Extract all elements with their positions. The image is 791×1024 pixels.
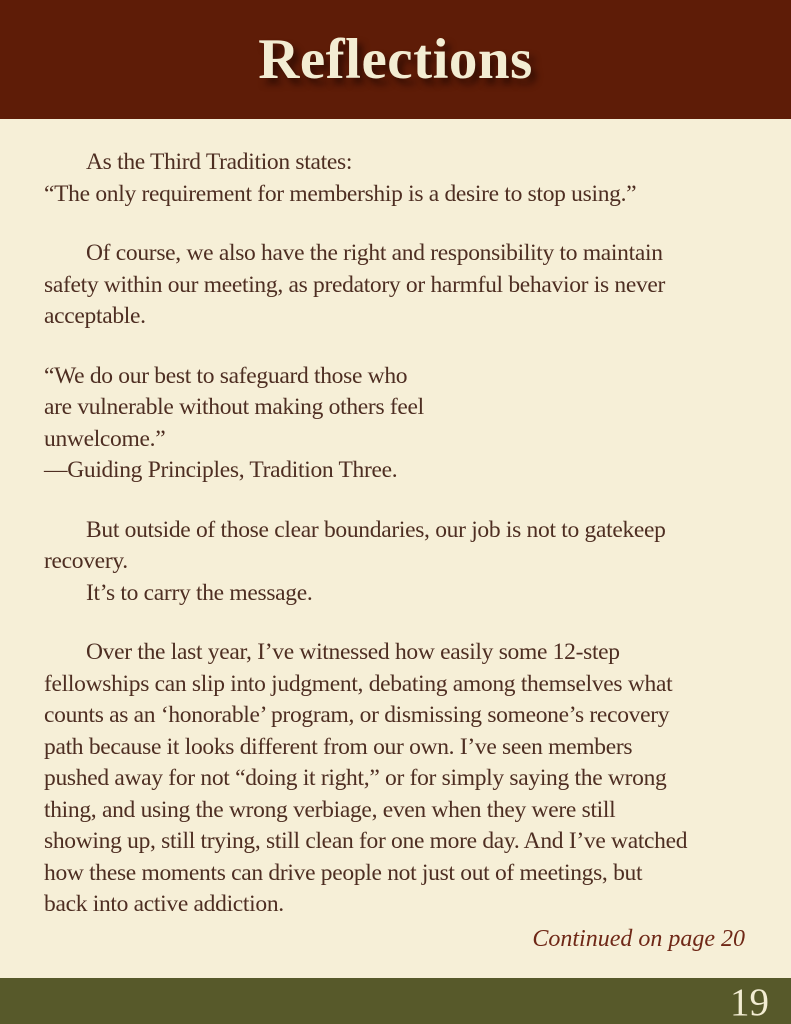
text-line: It’s to carry the message. bbox=[86, 579, 313, 606]
text-line: “The only requirement for membership is a desire to stop using.” bbox=[44, 180, 637, 207]
text-line: Of course, we also have the right and responsibility to maintain bbox=[86, 240, 663, 266]
paragraph bbox=[44, 238, 747, 333]
continued-note: Continued on page 20 bbox=[532, 925, 745, 952]
page-number: 19 bbox=[730, 980, 769, 1024]
text-line: acceptable. bbox=[44, 303, 146, 329]
text-line: safety within our meeting, as predatory or harmful behavior is never bbox=[44, 271, 666, 298]
text-line: showing up, still trying, still clean for one more day. And I’ve watched bbox=[44, 828, 688, 854]
text-line: back into active addiction. bbox=[44, 891, 284, 917]
article-body bbox=[0, 119, 791, 955]
text-line: —Guiding Principles, Tradition Three. bbox=[44, 457, 398, 483]
text-line: pushed away for not “doing it right,” or for simply saying the wrong bbox=[44, 765, 667, 791]
text-line: recovery. bbox=[44, 548, 128, 574]
text-line: unwelcome.” bbox=[44, 425, 166, 452]
text-line: thing, and using the wrong verbiage, even when they were still bbox=[44, 796, 616, 823]
text-line: are vulnerable without making others feel bbox=[44, 394, 424, 420]
paragraph bbox=[44, 637, 747, 921]
text-line: But outside of those clear boundaries, our job is not to gatekeep bbox=[86, 516, 666, 543]
text-line: As the Third Tradition states: bbox=[86, 149, 353, 175]
text-line: “We do our best to safeguard those who bbox=[44, 362, 408, 389]
text-line: path because it looks different from our own. I’ve seen members bbox=[44, 733, 633, 760]
paragraph bbox=[44, 147, 747, 210]
page-footer bbox=[0, 978, 791, 1024]
article-paragraphs bbox=[44, 147, 747, 921]
page-title: Reflections bbox=[258, 28, 533, 91]
text-line: counts as an ‘honorable’ program, or dismissing someone’s recovery bbox=[44, 702, 670, 728]
text-line: Over the last year, I’ve witnessed how easily some 12-step bbox=[86, 639, 620, 665]
text-line: how these moments can drive people not just out of meetings, but bbox=[44, 859, 643, 886]
paragraph bbox=[44, 361, 747, 487]
page-header bbox=[0, 0, 791, 119]
text-line: fellowships can slip into judgment, debating among themselves what bbox=[44, 670, 673, 697]
paragraph bbox=[44, 515, 747, 610]
